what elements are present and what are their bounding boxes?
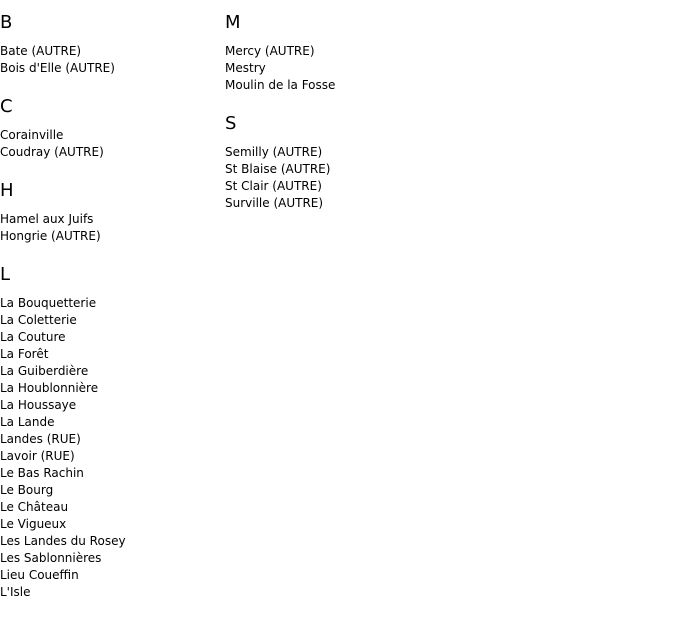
letter-group-c xyxy=(0,96,225,161)
entry-link[interactable]: Hongrie (AUTRE) xyxy=(0,229,101,243)
entry-list xyxy=(0,127,225,161)
entry-list xyxy=(0,43,225,77)
entry-list xyxy=(0,211,225,245)
letter-heading: L xyxy=(0,264,11,285)
entry-link[interactable]: St Clair (AUTRE) xyxy=(225,179,322,193)
entry-link[interactable]: Bate (AUTRE) xyxy=(0,44,82,58)
entry-link[interactable]: La Lande xyxy=(0,415,55,429)
entry-link[interactable]: La Bouquetterie xyxy=(0,296,97,310)
letter-heading: S xyxy=(225,113,237,134)
letter-group-l xyxy=(0,264,225,601)
entry-link[interactable]: Lavoir (RUE) xyxy=(0,449,75,463)
entry-link[interactable]: Bois d'Elle (AUTRE) xyxy=(0,61,115,75)
entry-link[interactable]: La Couture xyxy=(0,330,66,344)
entry-link[interactable]: Le Vigueux xyxy=(0,517,67,531)
entry-link[interactable]: Le Bourg xyxy=(0,483,54,497)
left-column xyxy=(0,12,225,620)
entry-list xyxy=(225,43,485,94)
entry-link[interactable]: Semilly (AUTRE) xyxy=(225,145,323,159)
letter-group-h xyxy=(0,180,225,245)
entry-link[interactable]: Landes (RUE) xyxy=(0,432,81,446)
entry-link[interactable]: Le Bas Rachin xyxy=(0,466,84,480)
entry-link[interactable]: La Forêt xyxy=(0,347,49,361)
entry-link[interactable]: Hamel aux Juifs xyxy=(0,212,94,226)
letter-heading: M xyxy=(225,12,241,33)
entry-list xyxy=(225,144,485,212)
entry-link[interactable]: La Houblonnière xyxy=(0,381,99,395)
entry-link[interactable]: Corainville xyxy=(0,128,64,142)
entry-link[interactable]: Lieu Coueffin xyxy=(0,568,79,582)
entry-link[interactable]: Mestry xyxy=(225,61,266,75)
entry-link[interactable]: L'Isle xyxy=(0,585,31,599)
right-column xyxy=(225,12,485,231)
letter-heading: C xyxy=(0,96,13,117)
entry-link[interactable]: Surville (AUTRE) xyxy=(225,196,324,210)
entry-link[interactable]: Moulin de la Fosse xyxy=(225,78,336,92)
entry-link[interactable]: St Blaise (AUTRE) xyxy=(225,162,331,176)
entry-link[interactable]: Coudray (AUTRE) xyxy=(0,145,104,159)
entry-link[interactable]: Les Sablonnières xyxy=(0,551,102,565)
entry-link[interactable]: La Guiberdière xyxy=(0,364,89,378)
letter-group-s xyxy=(225,113,485,212)
letter-group-b xyxy=(0,12,225,77)
letter-group-m xyxy=(225,12,485,94)
entry-link[interactable]: Le Château xyxy=(0,500,69,514)
letter-heading: B xyxy=(0,12,13,33)
letter-heading: H xyxy=(0,180,14,201)
entry-link[interactable]: La Houssaye xyxy=(0,398,77,412)
entry-link[interactable]: La Coletterie xyxy=(0,313,77,327)
entry-link[interactable]: Mercy (AUTRE) xyxy=(225,44,315,58)
entry-list xyxy=(0,295,225,601)
entry-link[interactable]: Les Landes du Rosey xyxy=(0,534,126,548)
